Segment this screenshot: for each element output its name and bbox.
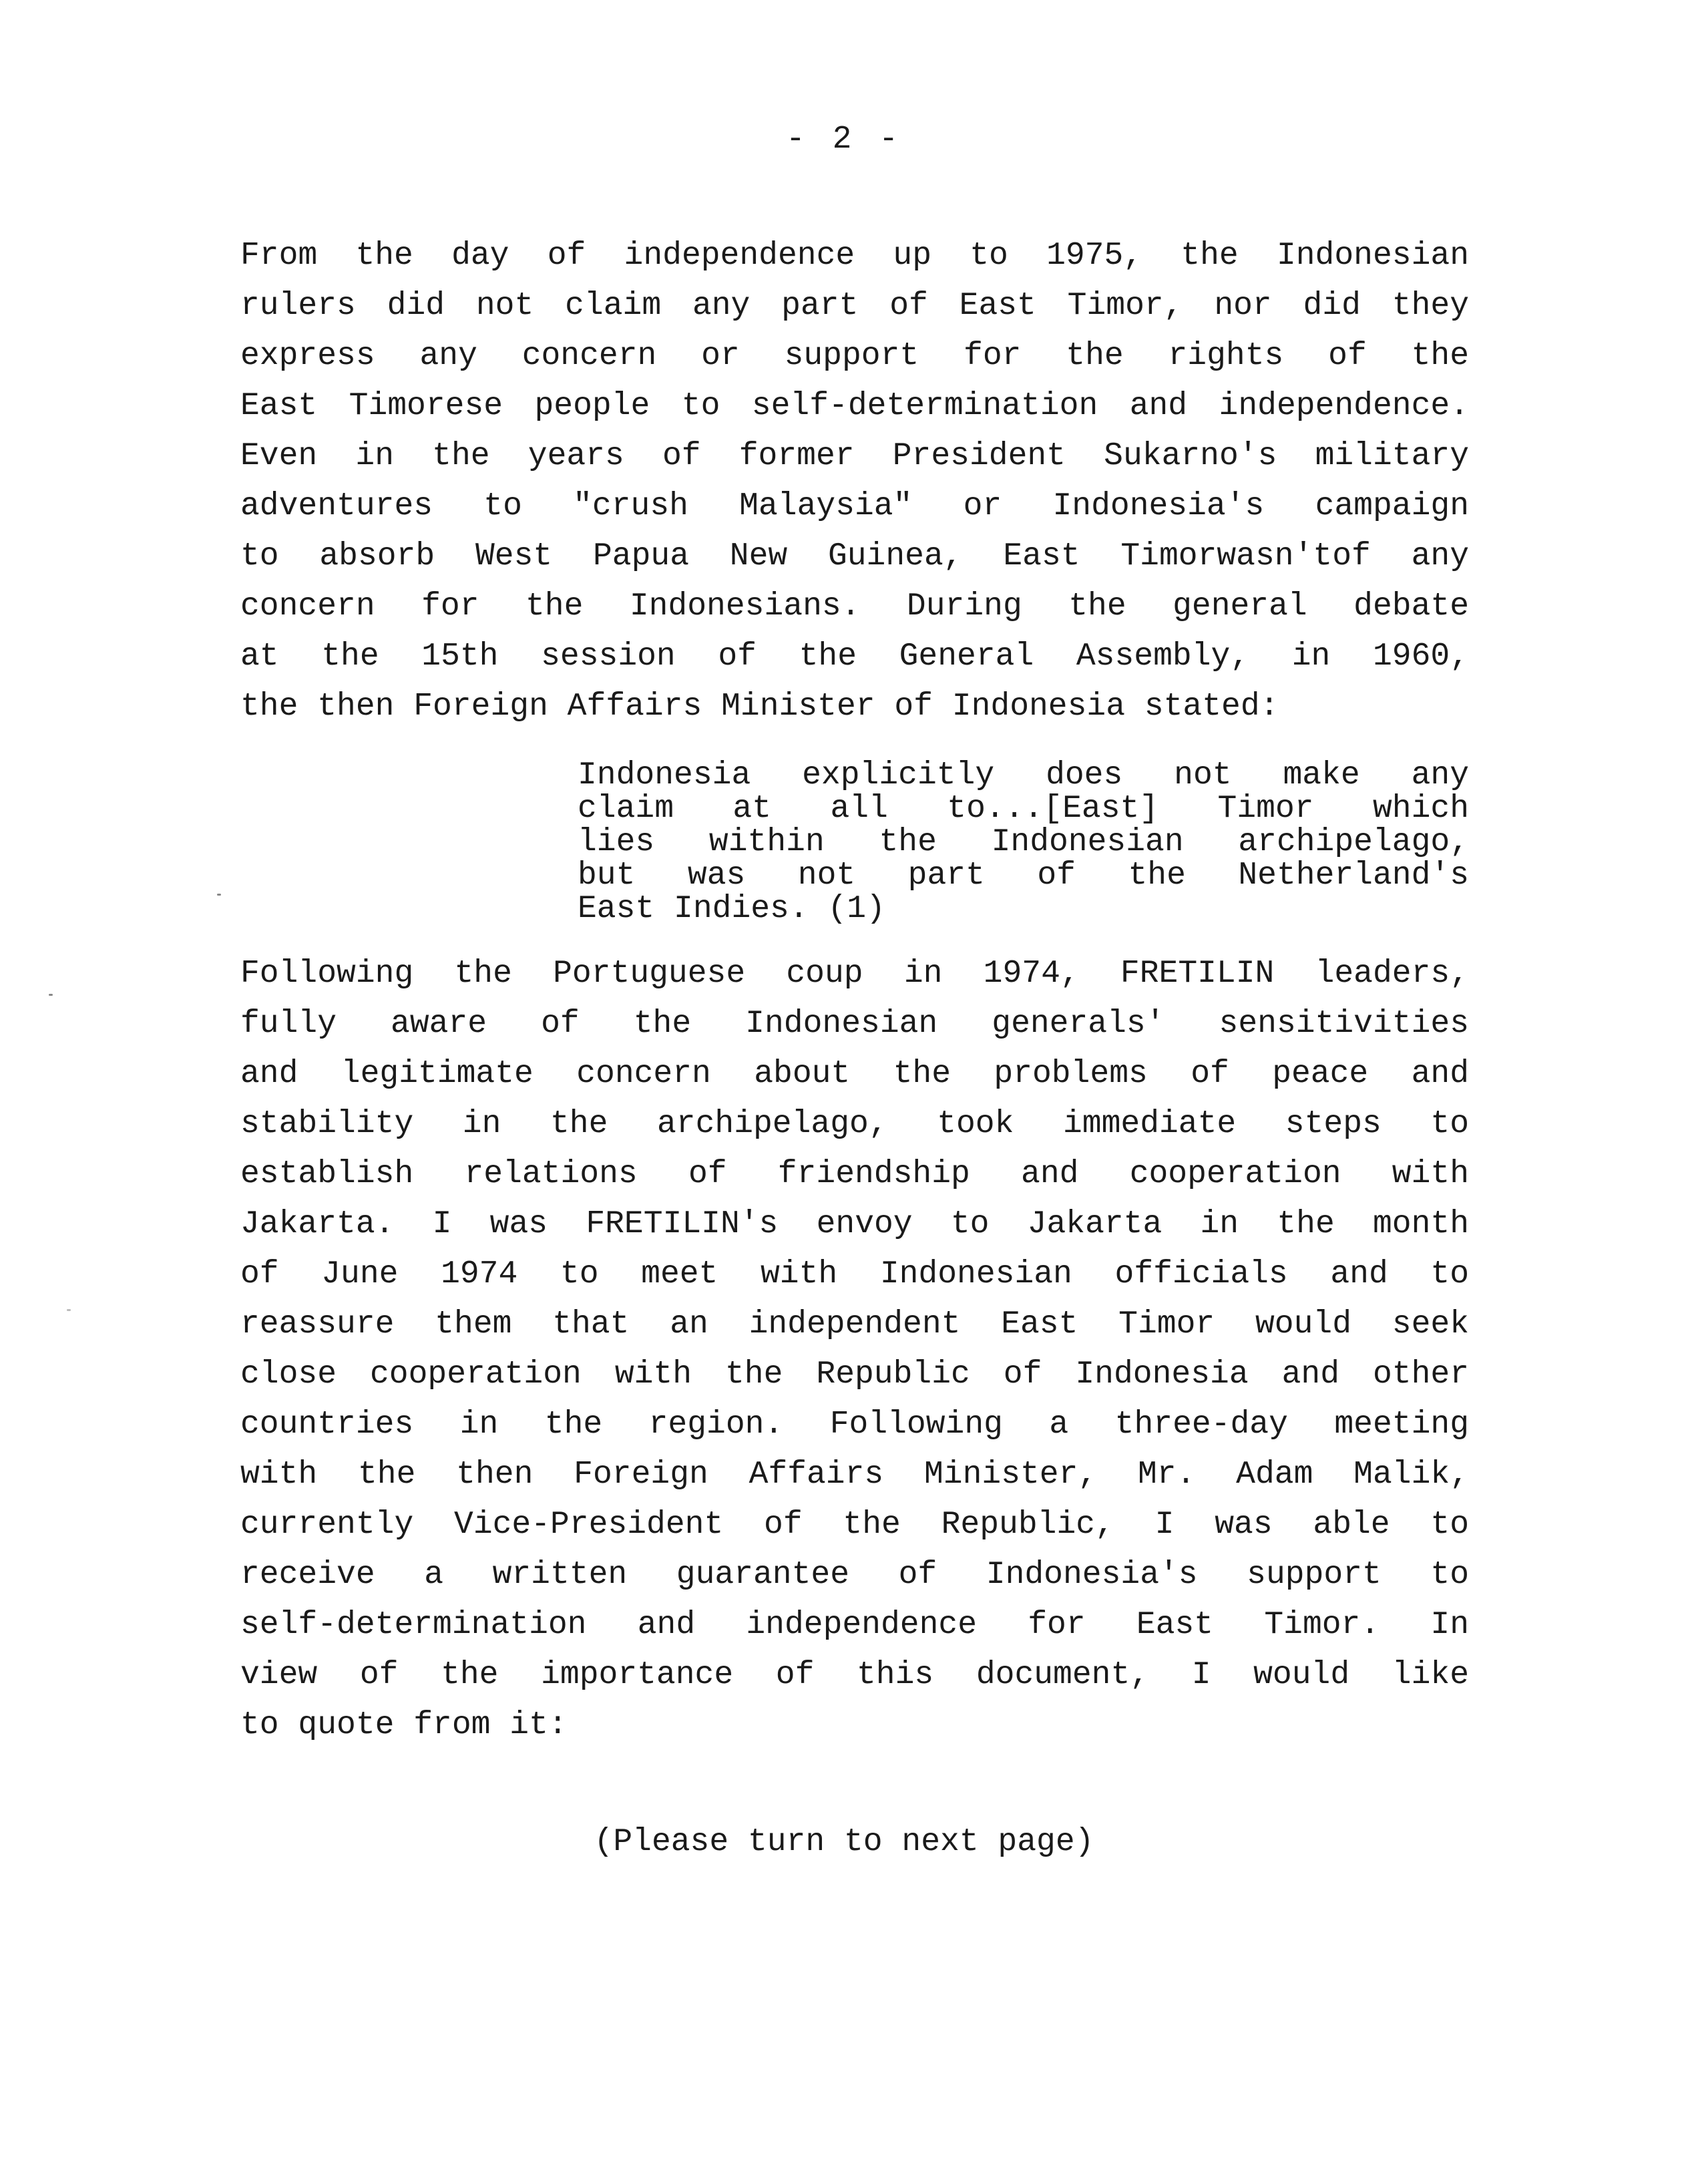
paragraph-2-line: with the then Foreign Affairs Minister, Mr. Adam Malik, bbox=[240, 1457, 1469, 1493]
paragraph-1-line: at the 15th session of the General Assembly, in 1960, bbox=[240, 639, 1469, 675]
paragraph-2-line: receive a written guarantee of Indonesia's support to bbox=[240, 1557, 1469, 1593]
quote-line: but was not part of the Netherland's bbox=[578, 858, 1469, 894]
quote-line: Indonesia explicitly does not make any bbox=[578, 757, 1469, 793]
paragraph-2-line: close cooperation with the Republic of Indonesia and other bbox=[240, 1356, 1469, 1393]
paragraph-2-line: reassure them that an independent East Timor would seek bbox=[240, 1306, 1469, 1342]
paragraph-1-line: concern for the Indonesians. During the general debate bbox=[240, 588, 1469, 624]
page-number: - 2 - bbox=[785, 122, 903, 158]
quote-line: claim at all to...[East] Timor which bbox=[578, 791, 1469, 827]
paragraph-2-line: of June 1974 to meet with Indonesian officials and to bbox=[240, 1256, 1469, 1292]
scan-speck bbox=[67, 1309, 71, 1311]
paragraph-1-line: Even in the years of former President Sukarno's military bbox=[240, 438, 1469, 474]
paragraph-2-line: view of the importance of this document, I would like bbox=[240, 1657, 1469, 1693]
paragraph-1-line: adventures to "crush Malaysia" or Indonesia's campaign bbox=[240, 488, 1469, 524]
paragraph-1-line: express any concern or support for the rights of the bbox=[240, 338, 1469, 374]
quote-line: lies within the Indonesian archipelago, bbox=[578, 824, 1469, 860]
paragraph-2-line: fully aware of the Indonesian generals' sensitivities bbox=[240, 1006, 1469, 1042]
paragraph-2-line: establish relations of friendship and cooperation with bbox=[240, 1156, 1469, 1192]
paragraph-2-line: countries in the region. Following a three-day meeting bbox=[240, 1407, 1469, 1443]
turn-page-note: (Please turn to next page) bbox=[594, 1824, 1094, 1860]
paragraph-2-line: to quote from it: bbox=[240, 1707, 568, 1743]
paragraph-2-line: self-determination and independence for East Timor. In bbox=[240, 1607, 1469, 1643]
paragraph-2-line: Following the Portuguese coup in 1974, FRETILIN leaders, bbox=[240, 956, 1469, 992]
paragraph-1-line: to absorb West Papua New Guinea, East Timorwasn'tof any bbox=[240, 538, 1469, 574]
quote-line: East Indies. (1) bbox=[578, 891, 885, 927]
scan-speck bbox=[217, 894, 221, 896]
paragraph-1-line: East Timorese people to self-determination and independence. bbox=[240, 388, 1469, 424]
paragraph-2-line: and legitimate concern about the problems of peace and bbox=[240, 1056, 1469, 1092]
scan-speck bbox=[49, 994, 53, 996]
paragraph-2-line: currently Vice-President of the Republic, I was able to bbox=[240, 1507, 1469, 1543]
paragraph-1-line: the then Foreign Affairs Minister of Indonesia stated: bbox=[240, 689, 1279, 725]
paragraph-2-line: Jakarta. I was FRETILIN's envoy to Jakarta in the month bbox=[240, 1206, 1469, 1242]
paragraph-1-line: From the day of independence up to 1975, the Indonesian bbox=[240, 238, 1469, 274]
paragraph-2-line: stability in the archipelago, took immediate steps to bbox=[240, 1106, 1469, 1142]
paragraph-1-line: rulers did not claim any part of East Timor, nor did they bbox=[240, 288, 1469, 324]
